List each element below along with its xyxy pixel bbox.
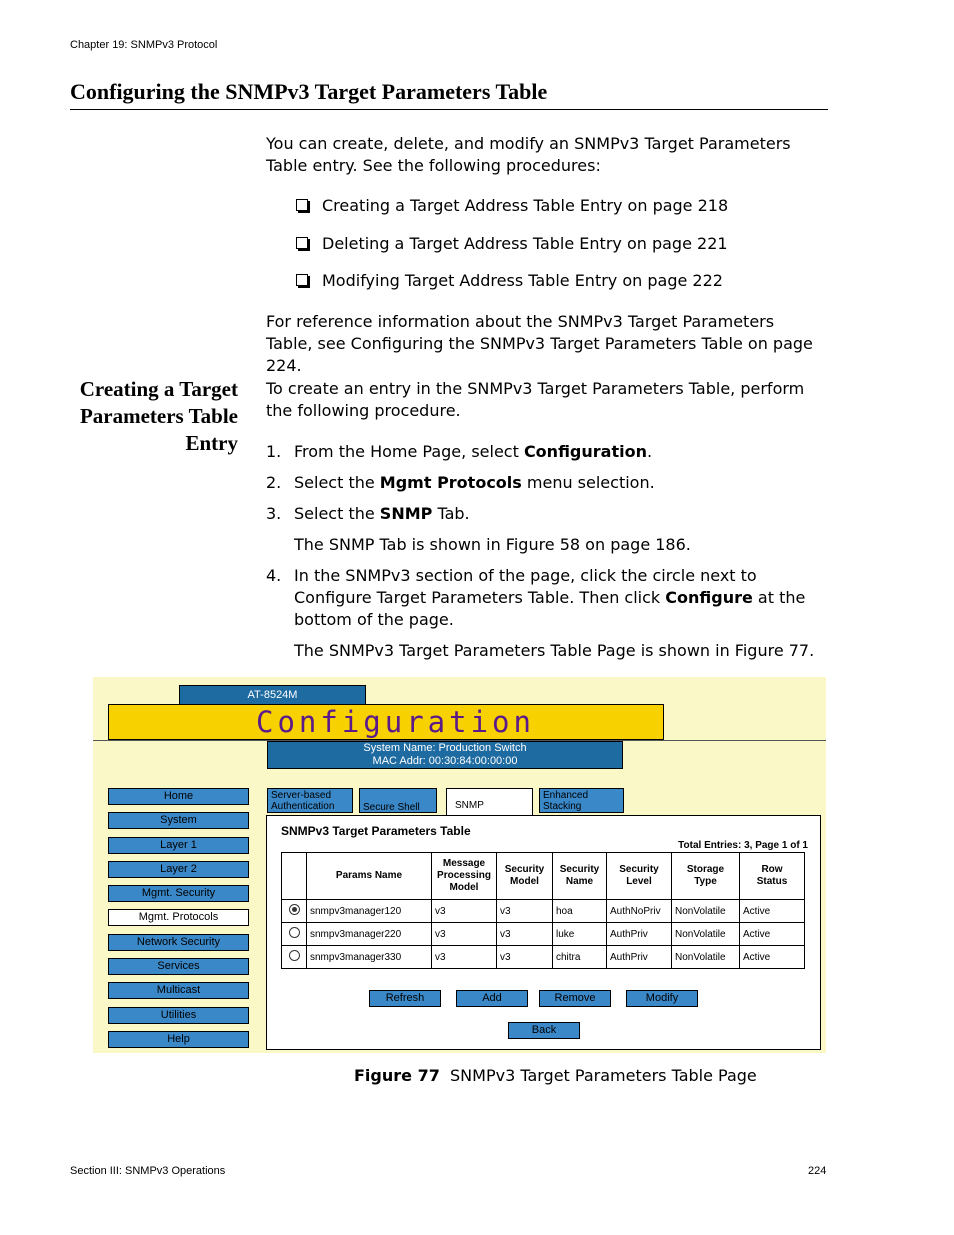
nav-home[interactable]: Home	[108, 788, 249, 805]
step-number: 3.	[266, 504, 282, 523]
step-number: 2.	[266, 473, 282, 492]
table-row	[282, 900, 805, 923]
refresh-button[interactable]: Refresh	[369, 990, 441, 1007]
cell-storage-type: NonVolatile	[672, 946, 740, 969]
tab-secure-shell[interactable]	[359, 788, 437, 813]
bullet-item	[296, 233, 728, 255]
remove-button[interactable]: Remove	[539, 990, 611, 1007]
table-row	[282, 923, 805, 946]
step-text: at the bottom of the page.	[294, 588, 806, 629]
tab-label: Server-based	[271, 790, 332, 801]
nav-layer1[interactable]: Layer 1	[108, 837, 249, 854]
nav-layer2[interactable]: Layer 2	[108, 861, 249, 878]
step-number: 4.	[266, 566, 282, 585]
cell-security-name: luke	[553, 923, 607, 946]
cell-row-status: Active	[740, 900, 805, 923]
tab-label: Authentication	[271, 801, 335, 812]
subsection-heading-line: Parameters Table	[79, 404, 238, 428]
nav-services[interactable]: Services	[108, 958, 249, 975]
bullet-item	[296, 195, 728, 217]
step-4-note: The SNMPv3 Target Parameters Table Page is shown in Figure 77.	[294, 641, 815, 660]
column-header: Security Level	[607, 853, 672, 900]
nav-mgmt-protocols[interactable]: Mgmt. Protocols	[108, 909, 249, 926]
step-number: 1.	[266, 442, 282, 461]
cell-security-model: v3	[497, 900, 553, 923]
step-1	[266, 441, 826, 463]
cell-security-model: v3	[497, 923, 553, 946]
checkbox-bullet-icon	[296, 199, 308, 211]
nav-help[interactable]: Help	[108, 1031, 249, 1048]
back-button[interactable]: Back	[508, 1022, 580, 1039]
step-text: Select the	[294, 504, 380, 523]
cell-storage-type: NonVolatile	[672, 900, 740, 923]
bullet-item	[296, 270, 723, 292]
cell-security-level: AuthPriv	[607, 923, 672, 946]
bullet-text: Creating a Target Address Table Entry on page 218	[322, 196, 729, 215]
caption-text: SNMPv3 Target Parameters Table Page	[450, 1066, 757, 1085]
cell-row-status: Active	[740, 946, 805, 969]
checkbox-bullet-icon	[296, 274, 308, 286]
step-text: Tab.	[432, 504, 470, 523]
column-header: Security Name	[553, 853, 607, 900]
column-header: Storage Type	[672, 853, 740, 900]
step-bold: Configuration	[523, 442, 647, 461]
column-header: Message Processing Model	[432, 853, 497, 900]
content-panel	[266, 815, 821, 1050]
column-header: Row Status	[740, 853, 805, 900]
subsection-heading-line: Entry	[185, 431, 238, 455]
system-info	[267, 741, 623, 769]
intro-paragraph: You can create, delete, and modify an SNMPv3 Target Parameters Table entry. See the following procedures:	[266, 134, 791, 175]
cell-mpm: v3	[432, 900, 497, 923]
panel-title: SNMPv3 Target Parameters Table	[281, 824, 471, 838]
nav-multicast[interactable]: Multicast	[108, 982, 249, 999]
bullet-text: Modifying Target Address Table Entry on page 222	[322, 271, 723, 290]
caption-label: Figure 77	[354, 1066, 440, 1085]
row-select-radio[interactable]	[282, 946, 307, 969]
create-intro: To create an entry in the SNMPv3 Target Parameters Table, perform the following procedure.	[266, 379, 805, 420]
subsection-heading	[60, 376, 238, 457]
modify-button[interactable]: Modify	[626, 990, 698, 1007]
column-header: Params Name	[307, 853, 432, 900]
figure-caption	[354, 1065, 757, 1087]
cell-storage-type: NonVolatile	[672, 923, 740, 946]
figure-screenshot	[93, 677, 826, 1053]
step-3-note: The SNMP Tab is shown in Figure 58 on page 186.	[294, 535, 691, 554]
add-button[interactable]: Add	[456, 990, 528, 1007]
system-name: System Name: Production Switch	[363, 742, 527, 754]
step-text: .	[646, 442, 653, 461]
title-rule	[70, 109, 828, 110]
nav-system[interactable]: System	[108, 812, 249, 829]
model-label: AT-8524M	[179, 685, 366, 705]
step-3	[266, 503, 826, 525]
total-entries: Total Entries: 3, Page 1 of 1	[678, 840, 808, 851]
nav-utilities[interactable]: Utilities	[108, 1007, 249, 1024]
tab-server-based-auth[interactable]	[267, 788, 353, 813]
mac-address: MAC Addr: 00:30:84:00:00:00	[372, 755, 518, 767]
subsection-heading-line: Creating a Target	[79, 377, 238, 401]
radio-icon[interactable]	[289, 950, 300, 961]
step-2	[266, 472, 826, 494]
target-params-table	[281, 852, 805, 969]
tab-enhanced-stacking[interactable]	[539, 788, 624, 813]
running-header: Chapter 19: SNMPv3 Protocol	[70, 39, 218, 51]
step-text: menu selection.	[521, 473, 655, 492]
row-select-radio[interactable]	[282, 900, 307, 923]
tab-label: SNMP	[455, 800, 484, 811]
table-row	[282, 946, 805, 969]
step-bold: Configure	[665, 588, 753, 607]
footer-section: Section III: SNMPv3 Operations	[70, 1165, 226, 1177]
cell-mpm: v3	[432, 923, 497, 946]
cell-security-name: hoa	[553, 900, 607, 923]
nav-network-security[interactable]: Network Security	[108, 934, 249, 951]
cell-params-name: snmpv3manager330	[307, 946, 432, 969]
cell-security-name: chitra	[553, 946, 607, 969]
cell-security-model: v3	[497, 946, 553, 969]
radio-icon[interactable]	[289, 927, 300, 938]
tab-snmp[interactable]	[446, 788, 533, 817]
reference-paragraph: For reference information about the SNMPv3 Target Parameters Table, see Configuring the SNMPv3 Target Parameters Table on page 224.	[266, 312, 813, 375]
step-text: In the SNMPv3 section of the page, click the circle next to Configure Target Parameters Table. Then click	[294, 566, 757, 607]
tab-label: Stacking	[543, 801, 582, 812]
cell-mpm: v3	[432, 946, 497, 969]
tab-label: Enhanced	[543, 790, 589, 801]
cell-row-status: Active	[740, 923, 805, 946]
cell-security-level: AuthPriv	[607, 946, 672, 969]
bullet-text: Deleting a Target Address Table Entry on page 221	[322, 234, 728, 253]
column-header: Security Model	[497, 853, 553, 900]
step-4	[266, 565, 826, 631]
step-text: Select the	[294, 473, 380, 492]
cell-params-name: snmpv3manager120	[307, 900, 432, 923]
config-banner-title: Configuration	[256, 705, 535, 739]
page-number: 224	[808, 1165, 827, 1177]
radio-selected-icon[interactable]	[289, 904, 300, 915]
table-header-row	[282, 853, 805, 900]
cell-security-level: AuthNoPriv	[607, 900, 672, 923]
row-select-radio[interactable]	[282, 923, 307, 946]
tab-label: Secure Shell	[363, 802, 420, 813]
nav-mgmt-security[interactable]: Mgmt. Security	[108, 885, 249, 902]
cell-params-name: snmpv3manager220	[307, 923, 432, 946]
section-title: Configuring the SNMPv3 Target Parameters Table	[70, 79, 548, 104]
select-column-header	[282, 853, 307, 900]
step-bold: SNMP	[379, 504, 433, 523]
step-text: From the Home Page, select	[294, 442, 524, 461]
checkbox-bullet-icon	[296, 237, 308, 249]
step-bold: Mgmt Protocols	[379, 473, 522, 492]
